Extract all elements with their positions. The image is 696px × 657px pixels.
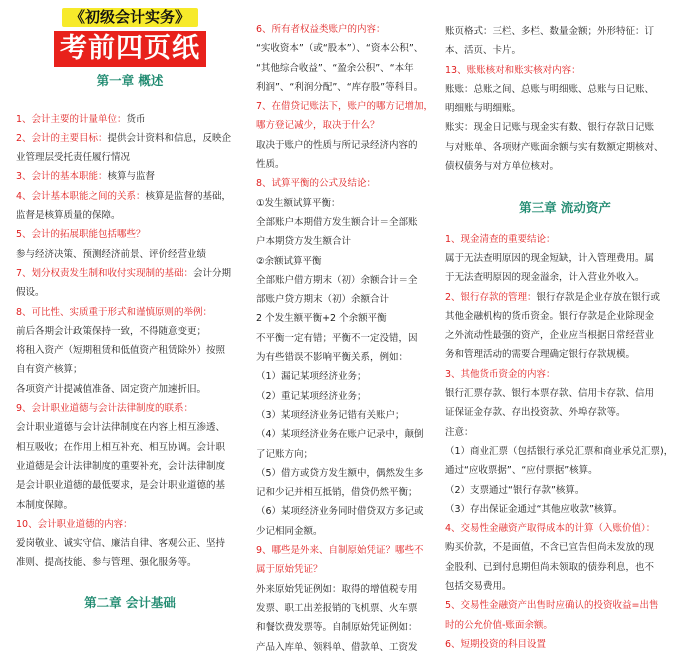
text-line: [445, 61, 685, 80]
text-line: [16, 341, 244, 360]
answer-text: （2）支票通过“银行存款”核算。: [445, 484, 585, 496]
question-label: 1、会计主要的计量单位：: [16, 113, 127, 125]
answer-text: ②余额试算平衡: [256, 255, 322, 267]
text-line: [256, 618, 436, 637]
answer-text: 业管理层受托责任履行情况: [16, 152, 131, 164]
text-line: [16, 380, 244, 399]
question-label: 10、会计职业道德的内容：: [16, 518, 133, 530]
text-line: [16, 110, 244, 129]
text-line: [256, 59, 436, 78]
column-3: [445, 22, 685, 654]
answer-text: ①发生额试算平衡：: [256, 197, 341, 209]
text-line: [256, 560, 436, 579]
text-line: [256, 387, 436, 406]
answer-text: 提供会计资料和信息，反映企: [107, 132, 232, 144]
answer-text: 核算是监督的基础，: [145, 190, 232, 202]
text-line: [16, 399, 244, 418]
text-line: [256, 290, 436, 309]
text-line: [445, 249, 685, 268]
text-line: [16, 496, 244, 515]
question-label: 7、划分权责发生制和收付实现制的基础：: [16, 267, 194, 279]
answer-text: （1）商业汇票（包括银行承兑汇票和商业承兑汇票)，: [445, 445, 674, 457]
text-line: [445, 423, 685, 442]
question-label: 9、哪些是外来、自制原始凭证？哪些不: [256, 545, 424, 557]
text-line: [16, 129, 244, 148]
text-line: [445, 345, 685, 364]
answer-text: 是会计职业道德的最低要求，是会计职业道德的基: [16, 480, 226, 492]
answer-text: 证保证金存款、存出投资款、外埠存款等。: [445, 407, 626, 419]
answer-text: 利润”、“利润分配”、“库存股”等科目。: [256, 81, 424, 93]
text-line: [445, 538, 685, 557]
text-line: [256, 348, 436, 367]
text-line: [256, 329, 436, 348]
text-line: [256, 502, 436, 521]
answer-text: 本制度保障。: [16, 499, 74, 511]
answer-text: 之外流动性最强的资产，企业应当根据日常经营业: [445, 330, 655, 342]
text-line: [256, 20, 436, 39]
text-line: [256, 97, 436, 116]
question-label: 1、现金清查的重要结论：: [445, 233, 556, 245]
answer-text: 准则、提高技能、参与管理、强化服务等。: [16, 557, 197, 569]
text-line: [16, 148, 244, 167]
text-line: [445, 616, 685, 635]
text-line: [16, 245, 244, 264]
text-line: [16, 515, 244, 534]
text-line: [16, 322, 244, 341]
question-label: 2、银行存款的管理：: [445, 291, 537, 303]
text-line: [445, 635, 685, 654]
answer-text: 各项资产计提减值准备、固定资产加速折旧。: [16, 383, 207, 395]
text-line: [16, 206, 244, 225]
answer-text: 为有些错误不影响平衡关系，例如：: [256, 352, 409, 364]
question-label: 5、交易性金融资产出售时应确认的投资收益=出售: [445, 600, 659, 612]
text-line: [16, 418, 244, 437]
text-line: [16, 438, 244, 457]
page-title: 考前四页纸: [54, 31, 206, 67]
text-line: [16, 264, 244, 283]
answer-text: 业道德是会计法律制度的重要补充，会计法律制度: [16, 460, 226, 472]
answer-text: 明细账与明细账。: [445, 103, 522, 115]
answer-text: 爱岗敬业、诚实守信、廉洁自律、客观公正、坚持: [16, 538, 226, 550]
answer-text: 参与经济决策、预测经济前景、评价经营业绩: [16, 248, 207, 260]
answer-text: 与对账单、各项财产账面余额与实有数额定期核对、: [445, 141, 664, 153]
text-line: [445, 403, 685, 422]
answer-text: 前后各期会计政策保持一致，不得随意变更；: [16, 325, 207, 337]
answer-text: （3）某项经济业务记错有关账户；: [256, 409, 405, 421]
text-line: [445, 307, 685, 326]
text-line: [256, 638, 436, 657]
text-line: [256, 174, 436, 193]
answer-text: （4）某项经济业务在账户记录中，颠倒: [256, 429, 424, 441]
text-line: [256, 155, 436, 174]
text-line: [445, 118, 685, 137]
question-label: 哪方登记减少，取决于什么？: [256, 120, 380, 132]
answer-text: （6）某项经济业务同时借贷双方多记或: [256, 506, 424, 518]
answer-text: 假设。: [16, 287, 45, 299]
text-line: [445, 461, 685, 480]
answer-text: 属于无法查明原因的现金短缺，计入管理费用。属: [445, 252, 655, 264]
answer-text: 账实：现金日记账与现金实有数、银行存款日记账: [445, 122, 655, 134]
text-line: [445, 365, 685, 384]
answer-text: 账页格式：三栏、多栏、数量金额；外形特征：订: [445, 26, 655, 37]
answer-text: （3）存出保证金通过“其他应收款”核算。: [445, 503, 623, 515]
text-line: [445, 596, 685, 615]
question-label: 时的公允价值-账面余额。: [445, 619, 553, 631]
text-line: [256, 136, 436, 155]
text-line: [256, 271, 436, 290]
column-2: [256, 20, 436, 657]
column-1-lines: [16, 110, 244, 573]
answer-text: 全部账户本期借方发生额合计＝全部账: [256, 216, 418, 228]
text-line: [16, 360, 244, 379]
text-line: [256, 406, 436, 425]
question-label: 4、交易性金融资产取得成本的计算（入账价值）：: [445, 523, 656, 535]
title-block: [16, 8, 244, 67]
question-label: 8、试算平衡的公式及结论：: [256, 178, 377, 190]
answer-text: 少记相同金额。: [256, 525, 323, 537]
chapter-2-heading: 第二章 会计基础: [84, 594, 176, 610]
answer-text: 发票、职工出差报销的飞机票、火车票: [256, 602, 418, 614]
answer-text: 核算与监督: [107, 171, 156, 183]
text-line: [256, 39, 436, 58]
question-label: 7、在借贷记账法下，账户的哪方记增加，: [256, 101, 434, 113]
chapter-3-heading: 第三章 流动资产: [519, 200, 611, 216]
text-line: [445, 80, 685, 99]
text-line: [256, 116, 436, 135]
text-line: [256, 580, 436, 599]
text-line: [256, 232, 436, 251]
answer-text: 包括交易费用。: [445, 581, 512, 593]
text-line: [445, 157, 685, 176]
answer-text: “其他综合收益”、“盈余公积”、“本年: [256, 62, 414, 74]
answer-text: 会计职业道德与会计法律制度在内容上相互渗透、: [16, 422, 226, 434]
answer-text: 相互吸收；在作用上相互补充、相互协调。会计职: [16, 441, 226, 453]
text-line: [256, 445, 436, 464]
text-line: [16, 303, 244, 322]
text-line: [445, 519, 685, 538]
question-label: 3、其他货币资金的内容：: [445, 368, 556, 380]
answer-text: 本、活页、卡片。: [445, 45, 522, 57]
question-label: 5、会计的拓展职能包括哪些？: [16, 229, 146, 241]
text-line: [256, 194, 436, 213]
column-3-bottom-lines: [445, 230, 685, 655]
answer-text: 务和管理活动的需要合理确定银行存款规模。: [445, 349, 636, 361]
text-line: [256, 213, 436, 232]
text-line: [16, 534, 244, 553]
text-line: [256, 425, 436, 444]
answer-text: 自有资产核算；: [16, 364, 83, 376]
text-line: [16, 187, 244, 206]
text-line: [256, 522, 436, 541]
answer-text: 债权债务与对方单位核对。: [445, 161, 560, 173]
text-line: [256, 483, 436, 502]
question-label: 6、所有者权益类账户的内容：: [256, 24, 386, 35]
answer-text: 不平衡一定有错；平衡不一定没错，因: [256, 332, 418, 344]
text-line: [16, 283, 244, 302]
answer-text: 购买价款，不是面值，不含已宣告但尚未发放的现: [445, 542, 655, 554]
answer-text: 产品入库单、领料单、借款单、工资发: [256, 641, 418, 653]
answer-text: “实收资本”（或“股本”）、“资本公积”、: [256, 43, 424, 55]
text-line: [445, 230, 685, 249]
text-line: [16, 553, 244, 572]
text-line: [256, 309, 436, 328]
answer-text: 注意：: [445, 426, 474, 438]
text-line: [256, 541, 436, 560]
answer-text: 取决于账户的性质与所记录经济内容的: [256, 139, 418, 151]
question-label: 6、短期投资的科目设置: [445, 638, 547, 650]
question-label: 4、会计基本职能之间的关系：: [16, 190, 146, 202]
text-line: [256, 78, 436, 97]
answer-text: 部账户贷方期末（初）余额合计: [256, 294, 390, 306]
answer-text: 银行汇票存款、银行本票存款、信用卡存款、信用: [445, 388, 655, 400]
text-line: [445, 326, 685, 345]
answer-text: 会计分期: [193, 267, 232, 279]
column-2-lines: [256, 20, 436, 657]
answer-text: （1）漏记某项经济业务；: [256, 371, 367, 383]
text-line: [256, 464, 436, 483]
text-line: [256, 252, 436, 271]
answer-text: 了记账方向；: [256, 448, 314, 460]
answer-text: 其他金融机构的货币资金。银行存款是企业除现金: [445, 310, 655, 322]
answer-text: 2 个发生额平衡+2 个余额平衡: [256, 313, 387, 325]
answer-text: 监督是核算质量的保障。: [16, 210, 121, 222]
question-label: 2、会计的主要目标：: [16, 132, 108, 144]
text-line: [445, 268, 685, 287]
text-line: [445, 22, 685, 41]
text-line: [445, 138, 685, 157]
answer-text: 货币: [126, 113, 146, 125]
text-line: [445, 558, 685, 577]
column-1: [16, 0, 244, 612]
answer-text: 外来原始凭证例如：取得的增值税专用: [256, 583, 418, 595]
answer-text: 金股利、已到付息期但尚未领取的债券利息，也不: [445, 561, 655, 573]
question-label: 9、会计职业道德与会计法律制度的联系：: [16, 403, 194, 415]
answer-text: 将租入资产（短期租赁和低值资产租赁除外）按照: [16, 345, 226, 357]
text-line: [445, 481, 685, 500]
answer-text: 账账：总账之间、总账与明细账、总账与日记账、: [445, 83, 655, 95]
text-line: [16, 167, 244, 186]
text-line: [16, 225, 244, 244]
question-label: 属于原始凭证？: [256, 564, 323, 576]
answer-text: 户本期贷方发生额合计: [256, 236, 352, 248]
question-label: 3、会计的基本职能：: [16, 171, 108, 183]
text-line: [16, 476, 244, 495]
question-label: 13、账账核对和账实核对内容：: [445, 64, 581, 76]
text-line: [445, 41, 685, 60]
text-line: [16, 457, 244, 476]
text-line: [445, 99, 685, 118]
answer-text: （2）重记某项经济业务；: [256, 390, 367, 402]
text-line: [445, 288, 685, 307]
answer-text: 通过“应收票据”、“应付票据”核算。: [445, 465, 598, 477]
text-line: [445, 384, 685, 403]
book-title: 《初级会计实务》: [62, 8, 198, 27]
answer-text: 全部账户借方期末（初）余额合计＝全: [256, 274, 418, 286]
answer-text: 性质。: [256, 159, 285, 171]
text-line: [445, 442, 685, 461]
answer-text: 于无法查明原因的现金溢余，计入营业外收入。: [445, 272, 645, 284]
text-line: [445, 500, 685, 519]
answer-text: （5）借方或贷方发生额中，偶然发生多: [256, 467, 424, 479]
text-line: [256, 367, 436, 386]
answer-text: 记和少记并相互抵销，借贷仍然平衡；: [256, 487, 418, 499]
answer-text: 银行存款是企业存放在银行或: [536, 291, 661, 303]
text-line: [256, 599, 436, 618]
question-label: 8、可比性、实质重于形式和谨慎原则的举例：: [16, 306, 213, 318]
chapter-1-heading: 第一章 概述: [96, 73, 164, 89]
column-3-top-lines: [445, 22, 685, 176]
answer-text: 和餐饮费发票等。自制原始凭证例如：: [256, 622, 418, 634]
text-line: [445, 577, 685, 596]
